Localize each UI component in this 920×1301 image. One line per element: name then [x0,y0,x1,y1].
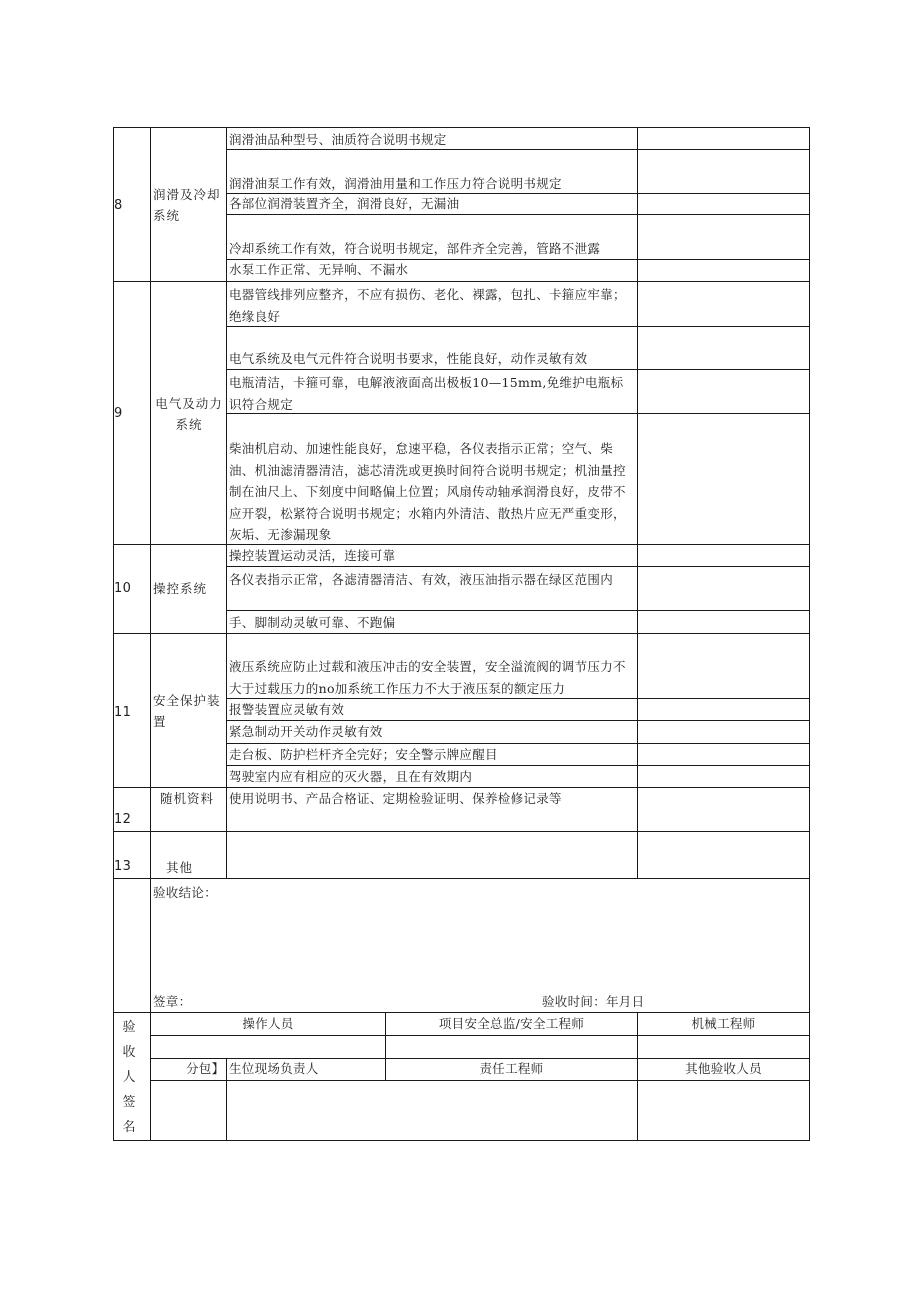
conclusion-label: 验收结论： [153,885,218,900]
sig-header-other: 其他验收人员 [685,1061,762,1076]
check-item: 手、脚制动灵敏可靠、不跑偏 [229,615,396,630]
check-item: 液压系统应防止过载和液压冲击的安全装置，安全溢流阀的调节压力不大于过载压力的no加系统工作压力不大于液压泵的额定压力 [229,659,626,696]
row-number: 10 [114,581,132,596]
check-item: 水泵工作正常、无异响、不漏水 [229,262,409,277]
row-number: 9 [114,406,123,421]
check-item: 润滑油泵工作有效，润滑油用量和工作压力符合说明书规定 [229,176,562,191]
section-separator [113,633,810,634]
divider-sig-side [150,878,151,1141]
sig-header-mech-engineer: 机械工程师 [691,1016,756,1031]
check-item: 走台板、防护栏杆齐全完好；安全警示牌应醒目 [229,747,498,762]
row-number: 11 [114,705,132,720]
table-border-bottom [113,1140,810,1141]
row-category: 电气及动力系统 [155,396,223,432]
table-border-right [809,127,810,1141]
section-separator [113,831,810,832]
section-separator [113,878,810,879]
row-category: 润滑及冷却系统 [153,187,221,223]
acceptance-time: 验收时间：年月日 [542,994,645,1009]
sig-header-operator: 操作人员 [242,1016,294,1031]
sig-header-safety: 项目安全总监/安全工程师 [438,1016,585,1031]
section-separator [113,281,810,282]
divider-number-category [150,127,151,878]
sig-subcontract-prefix: 分包】 [186,1061,225,1076]
divider-sig-prefix [226,1058,227,1141]
sig-row-separator [150,1080,810,1081]
row-number: 8 [114,198,123,213]
sig-header-site-lead: 生位现场负责人 [229,1061,319,1076]
check-item: 冷却系统工作有效，符合说明书规定，部件齐全完善，管路不泄露 [229,241,601,256]
check-item: 柴油机启动、加速性能良好，怠速平稳，各仪表指示正常；空气、柴油、机油滤清器清洁，滤芯清洗或更换时间符合说明书规定；机油量控制在油尺上、下刻度中间略偏上位置；风扇传动轴承润滑良好，皮带不应开裂，松紧符合说明书规定；水箱内外清洁、散热片应无严重变形，灰垢、无渗漏现象 [229,441,626,542]
check-item: 电气系统及电气元件符合说明书要求，性能良好，动作灵敏有效 [229,351,588,366]
signature-side-label [114,1015,150,1140]
table-border-top [113,127,810,128]
side-char: 验 [122,1020,142,1035]
check-item: 紧急制动开关动作灵敏有效 [229,724,383,739]
side-char: 签 [122,1095,142,1110]
check-item: 使用说明书、产品合格证、定期检验证明、保养检修记录等 [229,791,562,806]
check-item: 驾驶室内应有相应的灭火器，且在有效期内 [229,769,473,784]
side-char: 名 [122,1120,142,1135]
row-category: 其他 [166,860,194,875]
table-border-left [113,127,114,1141]
sig-row-separator [150,1035,810,1036]
sig-header-resp-engineer: 责任工程师 [479,1061,544,1076]
row-number: 12 [114,812,132,827]
row-number: 13 [114,859,132,874]
check-item: 电瓶清洁，卡箍可靠，电解液液面高出极板10—15mm,免维护电瓶标识符合规定 [229,375,624,412]
check-item: 各部位润滑装置齐全，润滑良好，无漏油 [229,196,460,211]
check-item: 各仪表指示正常，各滤清器清洁、有效，液压油指示器在绿区范围内 [229,572,614,587]
side-char: 收 [122,1045,142,1060]
check-item: 操控装置运动灵活，连接可靠 [229,548,396,563]
row-category: 随机资料 [160,791,215,806]
check-item: 报警装置应灵敏有效 [229,702,345,717]
item-separator [226,610,810,611]
row-category: 操控系统 [153,581,208,596]
side-char: 人 [122,1070,142,1085]
row-category: 安全保护装置 [153,693,221,729]
check-item: 电器管线排列应整齐，不应有损伤、老化、裸露，包扎、卡箍应牢靠；绝缘良好 [229,287,626,324]
seal-label: 签章： [153,994,192,1009]
check-item: 润滑油品种型号、油质符合说明书规定 [229,132,447,147]
